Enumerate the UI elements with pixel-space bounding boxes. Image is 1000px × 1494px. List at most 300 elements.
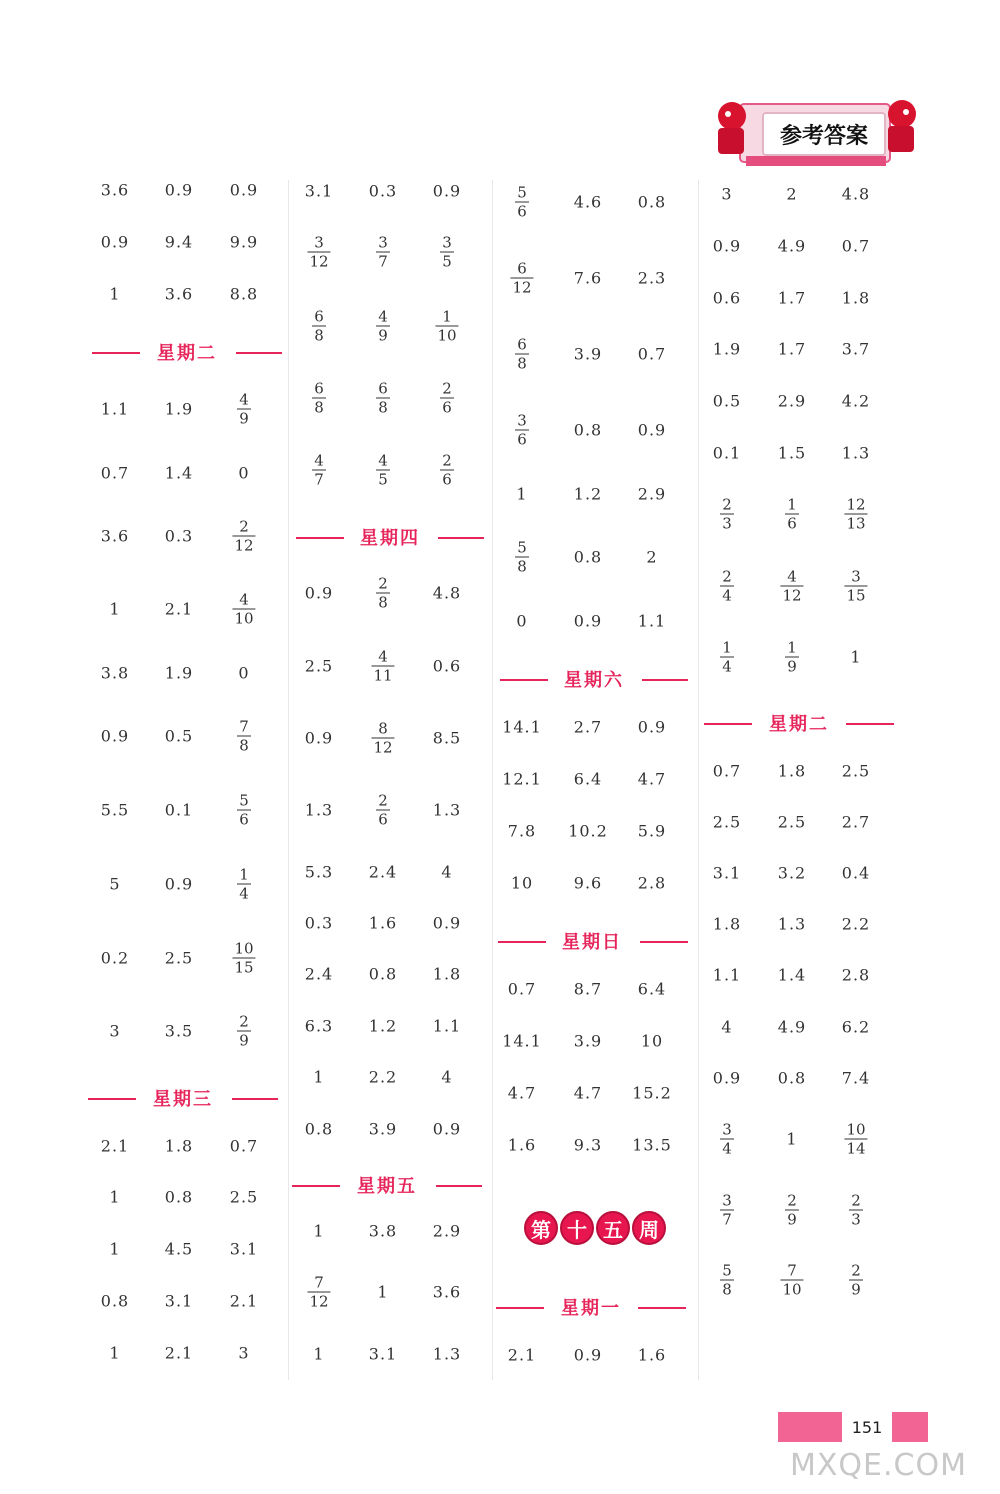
answer-value: 6.4 (573, 769, 603, 789)
fraction-answer (237, 793, 251, 828)
fraction-answer (515, 413, 529, 448)
answer-value: 4 (721, 1017, 733, 1037)
answer-value: 7.8 (507, 821, 537, 841)
answer-value: 2.8 (637, 873, 667, 893)
section-divider-line (500, 679, 548, 681)
answer-value: 0.7 (637, 344, 667, 364)
answer-value: 0.8 (777, 1068, 807, 1088)
denominator: 3 (722, 514, 732, 533)
fraction-answer (435, 309, 458, 344)
answer-value: 1 (109, 284, 121, 304)
numerator: 1 (442, 307, 452, 326)
answer-value: 0.1 (164, 800, 194, 820)
denominator: 12 (309, 1292, 329, 1311)
answer-value: 0.8 (164, 1187, 194, 1207)
answer-value: 1.5 (777, 443, 807, 463)
answer-value: 4.8 (841, 184, 871, 204)
section-heading: 星期四 (360, 528, 420, 549)
numerator: 3 (722, 1191, 732, 1210)
answer-value: 10.2 (568, 821, 608, 841)
denominator: 9 (239, 409, 249, 428)
answer-value: 1.2 (368, 1016, 398, 1036)
answer-value: 0.9 (712, 236, 742, 256)
section-divider-line (88, 1098, 136, 1100)
answer-value: 3 (109, 1021, 121, 1041)
answer-value: 3.1 (368, 1344, 398, 1364)
answer-value: 2.1 (164, 1343, 194, 1363)
denominator: 9 (239, 1031, 249, 1050)
answer-value: 9.9 (229, 232, 259, 252)
numerator: 4 (378, 647, 388, 666)
answer-value: 1 (377, 1282, 389, 1302)
answer-value: 9.6 (573, 873, 603, 893)
answer-value: 4.8 (432, 583, 462, 603)
answer-value: 0.6 (432, 656, 462, 676)
fraction-answer (307, 1275, 330, 1310)
answer-value: 5.5 (100, 800, 130, 820)
answer-value: 1.2 (573, 484, 603, 504)
fraction-answer (312, 453, 326, 488)
fraction-answer (376, 793, 390, 828)
denominator: 9 (378, 326, 388, 345)
fraction-answer (232, 519, 255, 554)
fraction-answer (720, 640, 734, 675)
answer-value: 0.9 (432, 1119, 462, 1139)
answer-value: 3.1 (164, 1291, 194, 1311)
week-badge-char: 十 (560, 1211, 594, 1245)
denominator: 7 (314, 470, 324, 489)
section-divider-line (436, 1185, 482, 1187)
numerator: 4 (239, 390, 249, 409)
denominator: 4 (722, 1139, 732, 1158)
section-divider-line (292, 1185, 340, 1187)
answer-value: 3.1 (712, 863, 742, 883)
week-badge (524, 1211, 666, 1245)
answer-value: 4.9 (777, 236, 807, 256)
fraction-answer (844, 569, 867, 604)
answer-value: 1 (109, 1187, 121, 1207)
answer-value: 3.9 (573, 344, 603, 364)
answer-value: 1.8 (712, 914, 742, 934)
fraction-answer (237, 392, 251, 427)
denominator: 8 (314, 326, 324, 345)
numerator: 6 (517, 335, 527, 354)
numerator: 2 (239, 517, 249, 536)
answer-value: 9.3 (573, 1135, 603, 1155)
fraction-answer (237, 719, 251, 754)
section-divider-line (236, 352, 282, 354)
denominator: 6 (517, 202, 527, 221)
denominator: 9 (787, 657, 797, 676)
fraction-answer (237, 1014, 251, 1049)
fraction-answer (849, 1263, 863, 1298)
numerator: 3 (517, 411, 527, 430)
fraction-answer (237, 867, 251, 902)
answer-value: 3.6 (164, 284, 194, 304)
answer-value: 1.3 (777, 914, 807, 934)
answer-value: 3.1 (304, 181, 334, 201)
denominator: 12 (373, 738, 393, 757)
answer-value: 6.3 (304, 1016, 334, 1036)
answer-value: 1.3 (841, 443, 871, 463)
numerator: 4 (378, 307, 388, 326)
denominator: 6 (442, 398, 452, 417)
answer-value: 0.9 (164, 874, 194, 894)
answer-value: 2.7 (841, 812, 871, 832)
denominator: 8 (314, 398, 324, 417)
answer-value: 2.5 (164, 948, 194, 968)
fraction-answer (780, 1263, 803, 1298)
numerator: 7 (239, 717, 249, 736)
answer-value: 3.7 (841, 339, 871, 359)
answer-value: 13.5 (632, 1135, 672, 1155)
denominator: 8 (517, 557, 527, 576)
answer-value: 7.6 (573, 268, 603, 288)
denominator: 6 (442, 470, 452, 489)
answer-value: 1.7 (777, 288, 807, 308)
answer-value: 3.9 (368, 1119, 398, 1139)
answer-value: 0 (238, 463, 250, 483)
numerator: 4 (239, 590, 249, 609)
answer-value: 1 (109, 1239, 121, 1259)
denominator: 8 (239, 736, 249, 755)
numerator: 2 (722, 567, 732, 586)
week-badge-char: 五 (596, 1211, 630, 1245)
denominator: 8 (378, 398, 388, 417)
numerator: 7 (314, 1273, 324, 1292)
column-separator (492, 180, 493, 1380)
answer-value: 8.7 (573, 979, 603, 999)
answer-value: 1.1 (100, 399, 130, 419)
answer-value: 2.4 (304, 964, 334, 984)
answer-value: 2.8 (841, 965, 871, 985)
fraction-answer (376, 381, 390, 416)
section-divider-line (846, 723, 894, 725)
answer-value: 0.5 (164, 726, 194, 746)
fraction-answer (376, 453, 390, 488)
numerator: 2 (722, 495, 732, 514)
page-number: 151 (842, 1412, 892, 1442)
answer-value: 0.8 (304, 1119, 334, 1139)
answer-value: 3.6 (100, 180, 130, 200)
numerator: 2 (442, 451, 452, 470)
fraction-answer (312, 309, 326, 344)
numerator: 6 (314, 307, 324, 326)
answer-value: 1.7 (777, 339, 807, 359)
numerator: 2 (442, 379, 452, 398)
denominator: 5 (378, 470, 388, 489)
week-badge-char: 周 (632, 1211, 666, 1245)
answer-value: 1.3 (432, 800, 462, 820)
answer-value: 3 (238, 1343, 250, 1363)
answer-value: 1.8 (777, 761, 807, 781)
fraction-answer (844, 1122, 867, 1157)
numerator: 12 (846, 495, 866, 514)
denominator: 8 (517, 354, 527, 373)
denominator: 7 (722, 1210, 732, 1229)
answer-value: 2.5 (712, 812, 742, 832)
fraction-answer (780, 569, 803, 604)
answer-value: 1.3 (304, 800, 334, 820)
numerator: 7 (787, 1261, 797, 1280)
answer-value: 0.9 (573, 611, 603, 631)
fraction-answer (376, 235, 390, 270)
answer-value: 2.3 (637, 268, 667, 288)
denominator: 7 (378, 252, 388, 271)
fraction-answer (232, 592, 255, 627)
numerator: 4 (787, 567, 797, 586)
answer-value: 1.6 (637, 1345, 667, 1365)
fraction-answer (844, 497, 867, 532)
answer-value: 5 (109, 874, 121, 894)
answer-value: 3.2 (777, 863, 807, 883)
answer-value: 1.8 (432, 964, 462, 984)
answer-value: 2.2 (368, 1067, 398, 1087)
fraction-answer (371, 721, 394, 756)
answer-value: 1.4 (777, 965, 807, 985)
answer-value: 1.8 (164, 1136, 194, 1156)
section-divider-line (232, 1098, 278, 1100)
fraction-answer (312, 381, 326, 416)
denominator: 12 (234, 536, 254, 555)
answer-value: 0 (238, 663, 250, 683)
column-separator (698, 180, 699, 1380)
answer-value: 1.9 (164, 399, 194, 419)
answer-value: 1 (313, 1221, 325, 1241)
answer-value: 0.2 (100, 948, 130, 968)
answer-value: 4 (441, 862, 453, 882)
answer-value: 1.1 (432, 1016, 462, 1036)
answer-value: 0.7 (841, 236, 871, 256)
answer-value: 1 (850, 647, 862, 667)
answer-value: 0.7 (229, 1136, 259, 1156)
answer-value: 0.9 (432, 181, 462, 201)
fraction-answer (440, 453, 454, 488)
fraction-answer (785, 497, 799, 532)
fraction-answer (720, 1263, 734, 1298)
numerator: 10 (846, 1120, 866, 1139)
fraction-answer (785, 640, 799, 675)
answer-value: 8.8 (229, 284, 259, 304)
answer-value: 1 (516, 484, 528, 504)
answer-value: 0.9 (304, 728, 334, 748)
answer-value: 0.8 (573, 547, 603, 567)
answer-value: 0.3 (304, 913, 334, 933)
denominator: 10 (234, 609, 254, 628)
numerator: 6 (378, 379, 388, 398)
answer-value: 3.8 (368, 1221, 398, 1241)
page-title: 参考答案 (762, 112, 886, 156)
denominator: 9 (787, 1210, 797, 1229)
answer-value: 9.4 (164, 232, 194, 252)
answer-value: 1.1 (712, 965, 742, 985)
answer-value: 2.5 (777, 812, 807, 832)
answer-value: 0.9 (712, 1068, 742, 1088)
numerator: 1 (239, 865, 249, 884)
answer-value: 2.2 (841, 914, 871, 934)
denominator: 12 (782, 586, 802, 605)
section-divider-line (704, 723, 752, 725)
numerator: 5 (239, 791, 249, 810)
answer-value: 14.1 (502, 717, 542, 737)
answer-value: 0.8 (573, 420, 603, 440)
answer-value: 12.1 (502, 769, 542, 789)
answer-value: 10 (510, 873, 534, 893)
answer-value: 0.7 (100, 463, 130, 483)
denominator: 4 (722, 657, 732, 676)
answer-value: 4.7 (507, 1083, 537, 1103)
answer-value: 1.1 (637, 611, 667, 631)
answer-value: 2.4 (368, 862, 398, 882)
denominator: 6 (517, 430, 527, 449)
numerator: 2 (378, 791, 388, 810)
answer-value: 3.9 (573, 1031, 603, 1051)
fraction-answer (515, 337, 529, 372)
answer-value: 3 (721, 184, 733, 204)
fraction-answer (376, 309, 390, 344)
fraction-answer (720, 1193, 734, 1228)
denominator: 4 (722, 586, 732, 605)
answer-value: 1.4 (164, 463, 194, 483)
numerator: 1 (787, 638, 797, 657)
answer-value: 0.9 (100, 726, 130, 746)
answer-value: 1.9 (712, 339, 742, 359)
answer-value: 2.9 (432, 1221, 462, 1241)
numerator: 3 (378, 233, 388, 252)
answer-value: 2.1 (507, 1345, 537, 1365)
answer-value: 2.5 (304, 656, 334, 676)
denominator: 10 (782, 1280, 802, 1299)
answer-value: 2.1 (164, 599, 194, 619)
answer-value: 1.6 (507, 1135, 537, 1155)
answer-value: 4.5 (164, 1239, 194, 1259)
section-divider-line (496, 1307, 544, 1309)
numerator: 2 (851, 1261, 861, 1280)
denominator: 12 (309, 252, 329, 271)
answer-value: 0.8 (637, 192, 667, 212)
answer-value: 1 (313, 1067, 325, 1087)
section-divider-line (92, 352, 140, 354)
fraction-answer (376, 576, 390, 611)
answer-value: 0.9 (637, 420, 667, 440)
answer-value: 1.6 (368, 913, 398, 933)
section-divider-line (638, 1307, 686, 1309)
fraction-answer (510, 261, 533, 296)
answer-value: 4 (441, 1067, 453, 1087)
numerator: 2 (787, 1191, 797, 1210)
fraction-answer (440, 235, 454, 270)
numerator: 3 (442, 233, 452, 252)
answer-value: 4.7 (637, 769, 667, 789)
denominator: 4 (239, 884, 249, 903)
answer-value: 8.5 (432, 728, 462, 748)
answer-value: 2.7 (573, 717, 603, 737)
answer-value: 2.9 (637, 484, 667, 504)
section-divider-line (438, 537, 484, 539)
answer-value: 0.7 (712, 761, 742, 781)
denominator: 10 (437, 326, 457, 345)
answer-value: 0.9 (637, 717, 667, 737)
denominator: 13 (846, 514, 866, 533)
section-divider-line (642, 679, 688, 681)
denominator: 11 (373, 666, 393, 685)
numerator: 2 (239, 1012, 249, 1031)
answer-value: 15.2 (632, 1083, 672, 1103)
answer-value: 2.1 (100, 1136, 130, 1156)
answer-value: 0.7 (507, 979, 537, 999)
numerator: 2 (378, 574, 388, 593)
numerator: 10 (234, 939, 254, 958)
answer-value: 1 (109, 599, 121, 619)
answer-value: 0.9 (229, 180, 259, 200)
fraction-answer (515, 540, 529, 575)
answer-value: 3.1 (229, 1239, 259, 1259)
answer-value: 0.8 (100, 1291, 130, 1311)
answer-value: 2.5 (229, 1187, 259, 1207)
numerator: 4 (314, 451, 324, 470)
answer-value: 6.2 (841, 1017, 871, 1037)
fraction-answer (371, 649, 394, 684)
fraction-answer (515, 185, 529, 220)
answer-value: 0.6 (712, 288, 742, 308)
denominator: 12 (512, 278, 532, 297)
section-heading: 星期二 (769, 714, 829, 735)
week-badge-char: 第 (524, 1211, 558, 1245)
numerator: 8 (378, 719, 388, 738)
answer-value: 0.9 (573, 1345, 603, 1365)
denominator: 6 (787, 514, 797, 533)
answer-value: 0.3 (164, 526, 194, 546)
denominator: 6 (378, 810, 388, 829)
section-heading: 星期一 (561, 1298, 621, 1319)
fraction-answer (440, 381, 454, 416)
numerator: 4 (378, 451, 388, 470)
numerator: 1 (722, 638, 732, 657)
answer-value: 3.6 (100, 526, 130, 546)
denominator: 9 (851, 1280, 861, 1299)
answer-value: 14.1 (502, 1031, 542, 1051)
section-divider-line (296, 537, 344, 539)
numerator: 1 (787, 495, 797, 514)
numerator: 3 (851, 567, 861, 586)
answer-value: 2 (786, 184, 798, 204)
watermark: MXQE.COM (790, 1448, 967, 1483)
answer-value: 0.9 (432, 913, 462, 933)
fraction-answer (849, 1193, 863, 1228)
answer-value: 5.9 (637, 821, 667, 841)
numerator: 2 (851, 1191, 861, 1210)
section-divider-line (498, 941, 546, 943)
numerator: 3 (314, 233, 324, 252)
answer-value: 1 (786, 1129, 798, 1149)
fraction-answer (720, 497, 734, 532)
answer-value: 3.8 (100, 663, 130, 683)
answer-value: 4.9 (777, 1017, 807, 1037)
answer-value: 5.3 (304, 862, 334, 882)
section-heading: 星期日 (562, 932, 622, 953)
answer-value: 0.3 (368, 181, 398, 201)
answer-value: 1.8 (841, 288, 871, 308)
answer-value: 2 (646, 547, 658, 567)
answer-value: 0.5 (712, 391, 742, 411)
fraction-answer (307, 235, 330, 270)
answer-value: 2.5 (841, 761, 871, 781)
answer-value: 4.6 (573, 192, 603, 212)
section-heading: 星期五 (357, 1176, 417, 1197)
answer-value: 0.4 (841, 863, 871, 883)
denominator: 6 (239, 810, 249, 829)
denominator: 14 (846, 1139, 866, 1158)
